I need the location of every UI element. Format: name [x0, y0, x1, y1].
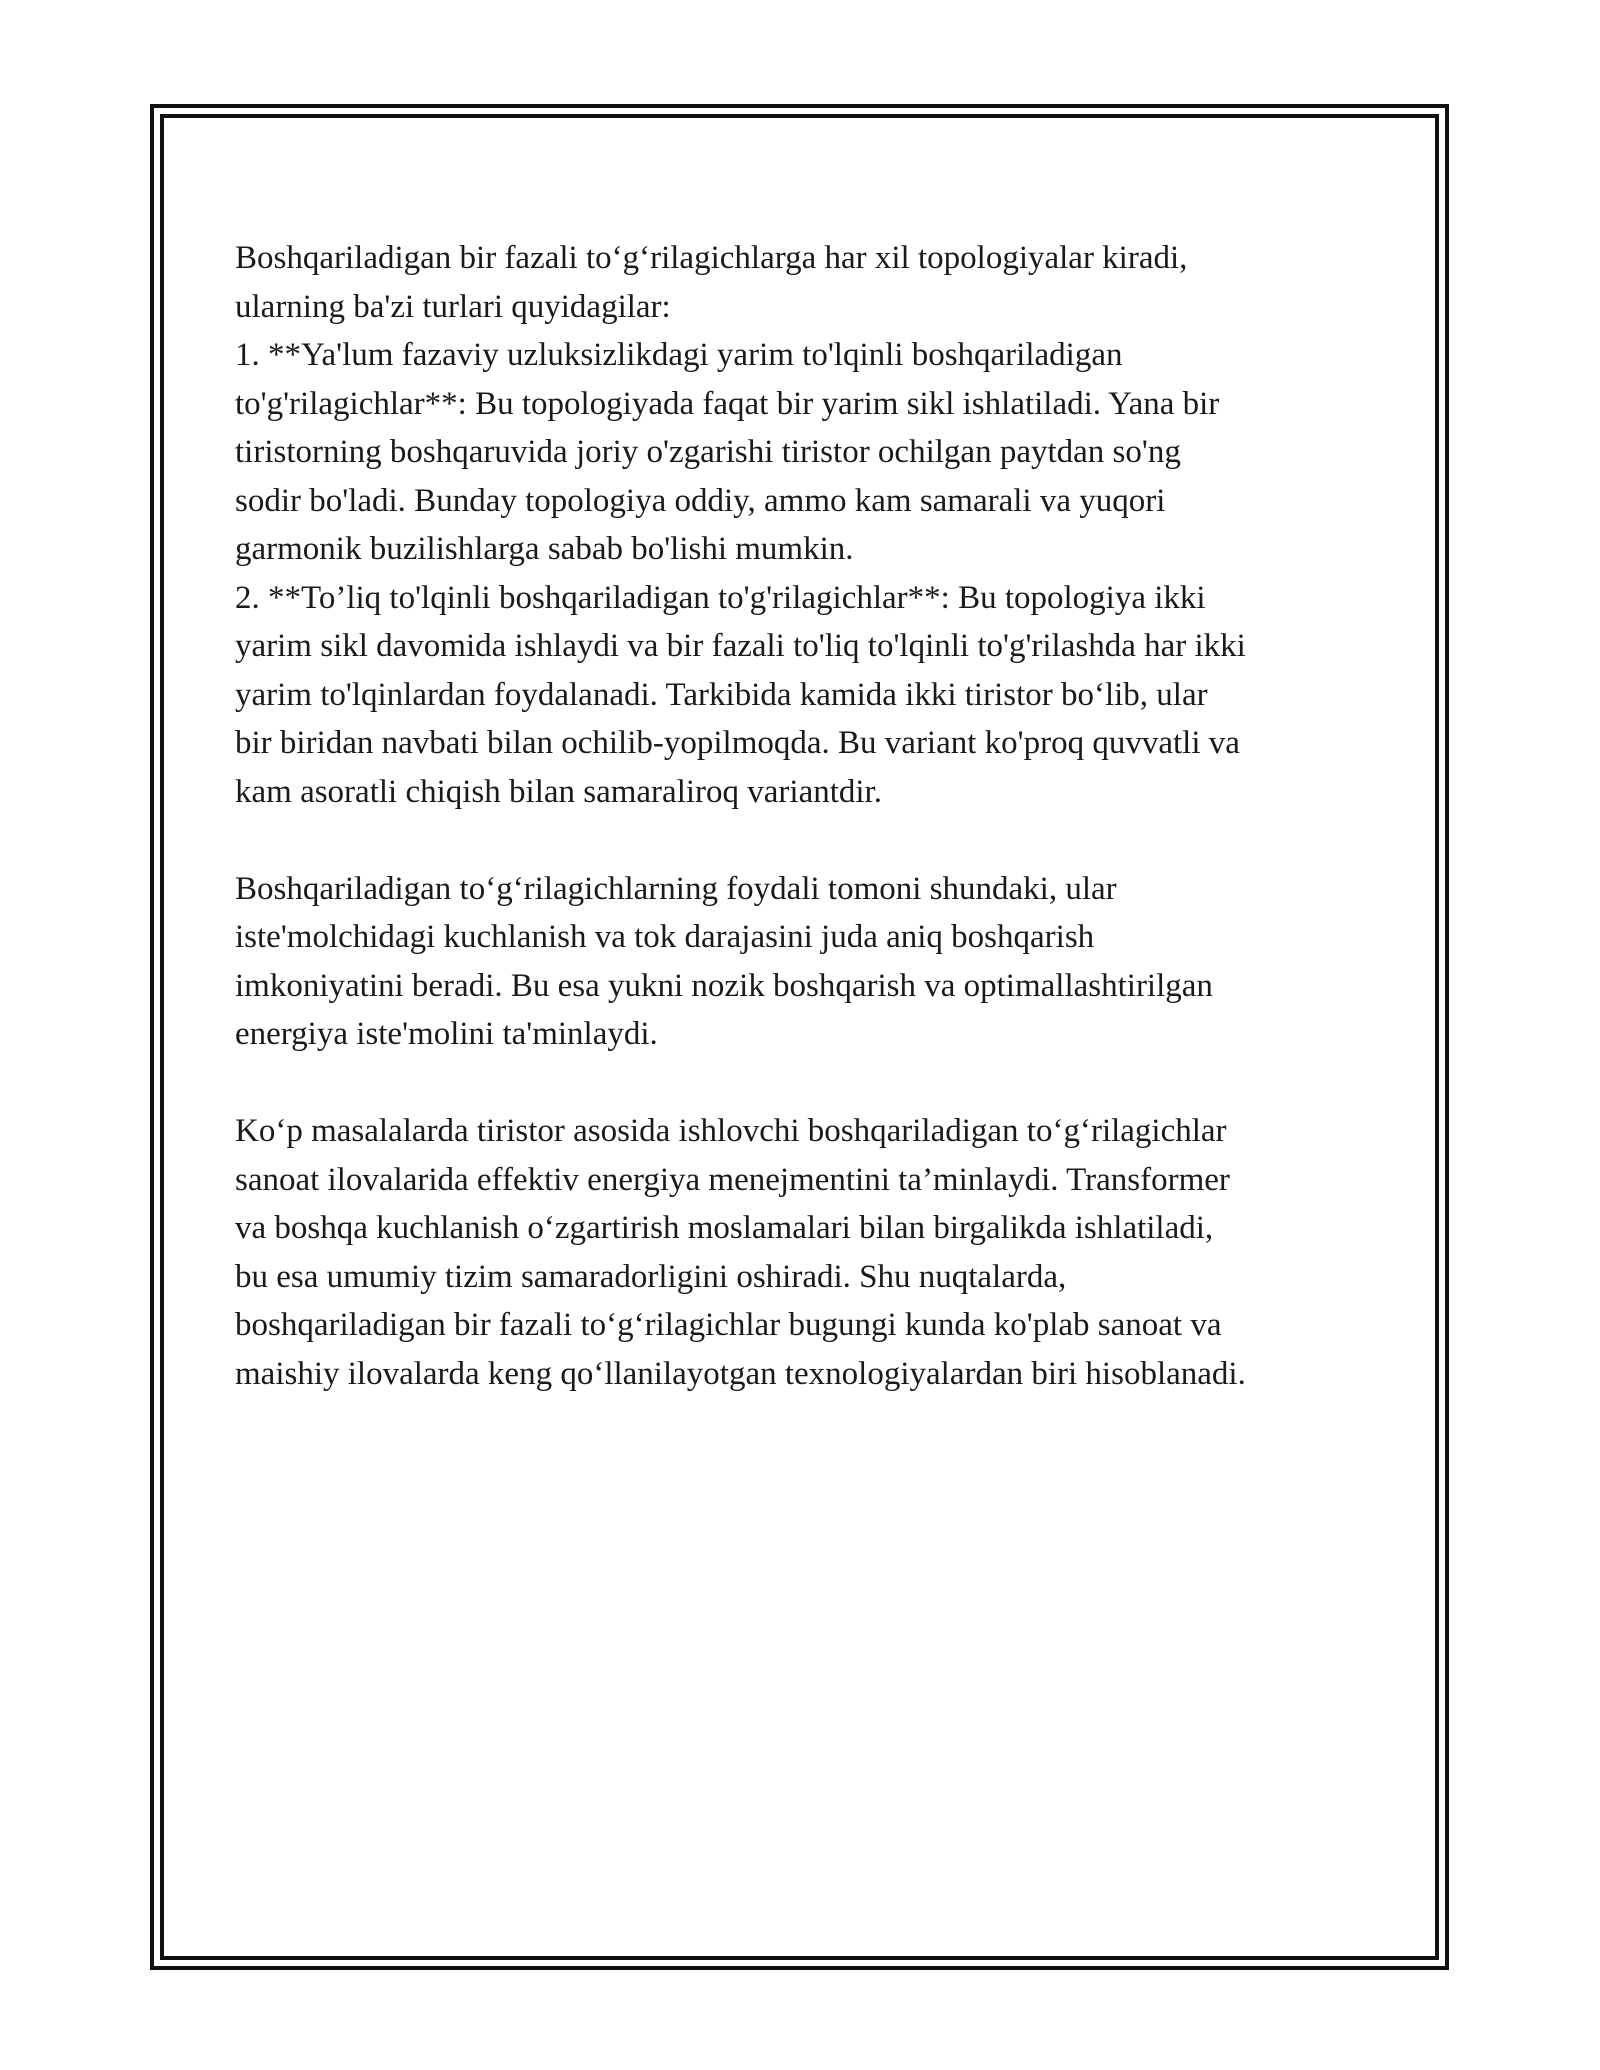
paragraph-advantages: Boshqariladigan to‘g‘rilagichlarning foydali tomoni shundaki, ular iste'molchidagi kuchlanish va tok darajasini juda aniq boshqarish imkoniyatini beradi. Bu esa yukni nozik boshqarish va optimallashtirilgan energiya iste'molini ta'minlaydi.: [235, 870, 1213, 1052]
paragraph-topologies: Boshqariladigan bir fazali to‘g‘rilagichlarga har xil topologiyalar kiradi, ularning ba'zi turlari quyidagilar: 1. **Ya'lum fazaviy uzluksizlikdagi yarim to'lqinli boshqariladigan to'g'rilagichlar**: Bu topologiyada faqat bir yarim sikl ishlatiladi. Yana bir tiristorning boshqaruvida joriy o'zgarishi tiristor ochilgan paytdan so'ng sodir bo'ladi. Bunday topologiya oddiy, ammo kam samarali va yuqori garmonik buzilishlarga sabab bo'lishi mumkin. 2. **To’liq to'lqinli boshqariladigan to'g'rilagichlar**: Bu topologiya ikki yarim sikl davomida ishlaydi va bir fazali to'liq to'lqinli to'g'rilashda har ikki yarim to'lqinlardan foydalanadi. Tarkibida kamida ikki tiristor bo‘lib, ular bir biridan navbati bilan ochilib-yopilmoqda. Bu variant ko'proq quvvatli va kam asoratli chiqish bilan samaraliroq variantdir.: [235, 240, 1246, 810]
paragraph-applications: Ko‘p masalalarda tiristor asosida ishlovchi boshqariladigan to‘g‘rilagichlar sanoat ilovalarida effektiv energiya menejmentini ta’minlaydi. Transformer va boshqa kuchlanish o‘zgartirish moslamalari bilan birgalikda ishlatiladi, bu esa umumiy tizim samaradorligini oshiradi. Shu nuqtalarda, boshqariladigan bir fazali to‘g‘rilagichlar bugungi kunda ko'plab sanoat va maishiy ilovalarda keng qo‘llanilayotgan texnologiyalardan biri hisoblanadi.: [235, 1113, 1246, 1392]
document-body: [235, 234, 1385, 1398]
